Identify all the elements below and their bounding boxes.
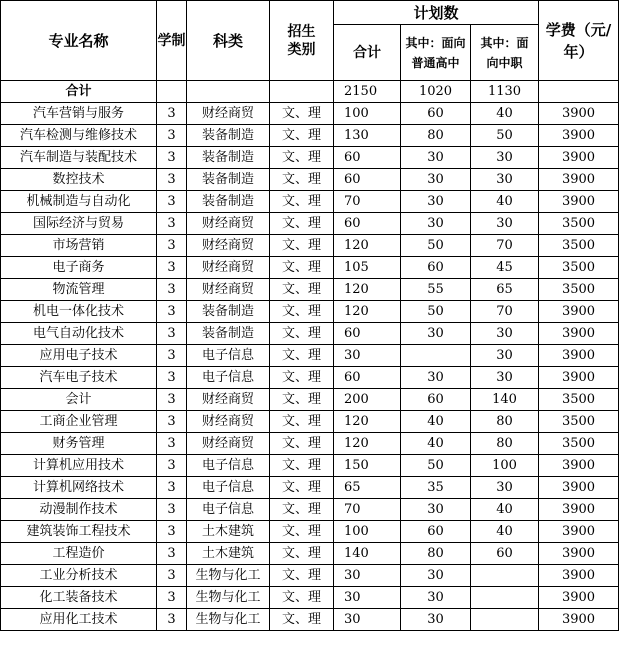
- table-row: [1, 565, 619, 587]
- years-cell: 3: [157, 455, 187, 477]
- table-row: [1, 389, 619, 411]
- total-category: [187, 81, 270, 103]
- plan-voc-cell: 30: [471, 213, 539, 235]
- plan-voc-cell: 30: [471, 367, 539, 389]
- fee-cell: 3500: [539, 257, 619, 279]
- years-cell: 3: [157, 609, 187, 631]
- plan-total-cell: 60: [334, 147, 401, 169]
- major-name-cell: 工商企业管理: [1, 411, 157, 433]
- total-voc: 1130: [471, 81, 539, 103]
- major-name-cell: 动漫制作技术: [1, 499, 157, 521]
- major-name-cell: 机械制造与自动化: [1, 191, 157, 213]
- header-plan-total: 合计: [334, 25, 401, 81]
- plan-high-cell: 35: [401, 477, 471, 499]
- fee-cell: 3900: [539, 455, 619, 477]
- plan-high-cell: 60: [401, 521, 471, 543]
- years-cell: 3: [157, 279, 187, 301]
- plan-high-cell: [401, 345, 471, 367]
- major-name-cell: 电子商务: [1, 257, 157, 279]
- category-cell: 电子信息: [187, 477, 270, 499]
- plan-total-cell: 120: [334, 279, 401, 301]
- fee-cell: 3500: [539, 411, 619, 433]
- table-row: [1, 169, 619, 191]
- plan-voc-cell: 50: [471, 125, 539, 147]
- header-enroll-type: 招生类别: [270, 1, 334, 81]
- plan-high-cell: 40: [401, 411, 471, 433]
- category-cell: 财经商贸: [187, 235, 270, 257]
- plan-voc-cell: 30: [471, 323, 539, 345]
- table-row: [1, 433, 619, 455]
- plan-high-cell: 30: [401, 565, 471, 587]
- enroll-type-cell: 文、理: [270, 213, 334, 235]
- enroll-type-cell: 文、理: [270, 411, 334, 433]
- total-high: 1020: [401, 81, 471, 103]
- header-major: 专业名称: [1, 1, 157, 81]
- total-row: [1, 81, 619, 103]
- years-cell: 3: [157, 499, 187, 521]
- enroll-type-cell: 文、理: [270, 609, 334, 631]
- plan-voc-cell: 40: [471, 521, 539, 543]
- header-fee: 学费（元/年）: [539, 1, 619, 81]
- major-name-cell: 汽车营销与服务: [1, 103, 157, 125]
- category-cell: 财经商贸: [187, 433, 270, 455]
- table-row: [1, 477, 619, 499]
- plan-voc-cell: [471, 565, 539, 587]
- major-name-cell: 机电一体化技术: [1, 301, 157, 323]
- enroll-type-cell: 文、理: [270, 433, 334, 455]
- fee-cell: 3900: [539, 345, 619, 367]
- table-row: [1, 499, 619, 521]
- major-name-cell: 工程造价: [1, 543, 157, 565]
- plan-voc-cell: 70: [471, 235, 539, 257]
- years-cell: 3: [157, 213, 187, 235]
- category-cell: 装备制造: [187, 301, 270, 323]
- category-cell: 财经商贸: [187, 389, 270, 411]
- plan-voc-cell: 40: [471, 499, 539, 521]
- table-row: [1, 235, 619, 257]
- plan-high-cell: 30: [401, 213, 471, 235]
- category-cell: 装备制造: [187, 191, 270, 213]
- years-cell: 3: [157, 235, 187, 257]
- years-cell: 3: [157, 477, 187, 499]
- plan-total-cell: 150: [334, 455, 401, 477]
- plan-high-cell: 30: [401, 169, 471, 191]
- plan-voc-cell: 70: [471, 301, 539, 323]
- enroll-type-cell: 文、理: [270, 455, 334, 477]
- plan-high-cell: 30: [401, 323, 471, 345]
- table-row: [1, 543, 619, 565]
- plan-voc-cell: 30: [471, 147, 539, 169]
- enroll-type-cell: 文、理: [270, 477, 334, 499]
- table-row: [1, 609, 619, 631]
- plan-total-cell: 70: [334, 191, 401, 213]
- plan-voc-cell: 140: [471, 389, 539, 411]
- category-cell: 生物与化工: [187, 565, 270, 587]
- years-cell: 3: [157, 125, 187, 147]
- plan-voc-cell: 100: [471, 455, 539, 477]
- major-name-cell: 化工装备技术: [1, 587, 157, 609]
- table-row: [1, 279, 619, 301]
- years-cell: 3: [157, 411, 187, 433]
- major-name-cell: 物流管理: [1, 279, 157, 301]
- category-cell: 装备制造: [187, 147, 270, 169]
- plan-high-cell: 60: [401, 257, 471, 279]
- table-row: [1, 213, 619, 235]
- enroll-type-cell: 文、理: [270, 103, 334, 125]
- years-cell: 3: [157, 147, 187, 169]
- major-name-cell: 建筑装饰工程技术: [1, 521, 157, 543]
- plan-high-cell: 50: [401, 301, 471, 323]
- category-cell: 财经商贸: [187, 213, 270, 235]
- years-cell: 3: [157, 367, 187, 389]
- enroll-type-cell: 文、理: [270, 587, 334, 609]
- plan-total-cell: 120: [334, 235, 401, 257]
- plan-voc-cell: 40: [471, 103, 539, 125]
- fee-cell: 3900: [539, 103, 619, 125]
- fee-cell: 3900: [539, 125, 619, 147]
- major-name-cell: 国际经济与贸易: [1, 213, 157, 235]
- plan-high-cell: 40: [401, 433, 471, 455]
- plan-voc-cell: [471, 587, 539, 609]
- table-row: [1, 411, 619, 433]
- plan-total-cell: 100: [334, 103, 401, 125]
- enroll-type-cell: 文、理: [270, 301, 334, 323]
- plan-high-cell: 50: [401, 455, 471, 477]
- fee-cell: 3900: [539, 301, 619, 323]
- plan-total-cell: 200: [334, 389, 401, 411]
- header-plan-voc: 其中：面向中职: [471, 25, 539, 81]
- fee-cell: 3900: [539, 147, 619, 169]
- major-name-cell: 汽车检测与维修技术: [1, 125, 157, 147]
- plan-total-cell: 30: [334, 609, 401, 631]
- enroll-type-cell: 文、理: [270, 191, 334, 213]
- plan-total-cell: 120: [334, 411, 401, 433]
- years-cell: 3: [157, 103, 187, 125]
- category-cell: 生物与化工: [187, 609, 270, 631]
- fee-cell: 3900: [539, 367, 619, 389]
- fee-cell: 3500: [539, 279, 619, 301]
- table-row: [1, 345, 619, 367]
- years-cell: 3: [157, 587, 187, 609]
- years-cell: 3: [157, 389, 187, 411]
- plan-high-cell: 30: [401, 587, 471, 609]
- table-row: [1, 367, 619, 389]
- enroll-type-cell: 文、理: [270, 345, 334, 367]
- fee-cell: 3900: [539, 323, 619, 345]
- plan-total-cell: 60: [334, 213, 401, 235]
- header-plan: 计划数: [334, 1, 539, 25]
- fee-cell: 3500: [539, 433, 619, 455]
- enroll-type-cell: 文、理: [270, 169, 334, 191]
- plan-high-cell: 30: [401, 499, 471, 521]
- plan-total-cell: 120: [334, 433, 401, 455]
- plan-total-cell: 60: [334, 323, 401, 345]
- header-years: 学制: [157, 1, 187, 81]
- table-row: [1, 455, 619, 477]
- enroll-type-cell: 文、理: [270, 389, 334, 411]
- plan-high-cell: 55: [401, 279, 471, 301]
- fee-cell: 3900: [539, 609, 619, 631]
- fee-cell: 3900: [539, 191, 619, 213]
- plan-voc-cell: 40: [471, 191, 539, 213]
- major-name-cell: 财务管理: [1, 433, 157, 455]
- fee-cell: 3500: [539, 213, 619, 235]
- years-cell: 3: [157, 543, 187, 565]
- enroll-type-cell: 文、理: [270, 147, 334, 169]
- plan-voc-cell: 65: [471, 279, 539, 301]
- enroll-type-cell: 文、理: [270, 279, 334, 301]
- years-cell: 3: [157, 301, 187, 323]
- table-row: [1, 147, 619, 169]
- plan-total-cell: 105: [334, 257, 401, 279]
- fee-cell: 3900: [539, 499, 619, 521]
- plan-high-cell: 30: [401, 147, 471, 169]
- major-name-cell: 电气自动化技术: [1, 323, 157, 345]
- years-cell: 3: [157, 323, 187, 345]
- total-years: [157, 81, 187, 103]
- major-name-cell: 汽车制造与装配技术: [1, 147, 157, 169]
- plan-high-cell: 30: [401, 191, 471, 213]
- plan-voc-cell: 30: [471, 169, 539, 191]
- major-name-cell: 数控技术: [1, 169, 157, 191]
- fee-cell: 3900: [539, 521, 619, 543]
- fee-cell: 3900: [539, 565, 619, 587]
- major-name-cell: 会计: [1, 389, 157, 411]
- table-row: [1, 257, 619, 279]
- plan-voc-cell: 60: [471, 543, 539, 565]
- total-label: 合计: [1, 81, 157, 103]
- table-row: [1, 587, 619, 609]
- fee-cell: 3500: [539, 235, 619, 257]
- plan-total-cell: 30: [334, 587, 401, 609]
- plan-voc-cell: 30: [471, 477, 539, 499]
- plan-high-cell: 30: [401, 609, 471, 631]
- fee-cell: 3500: [539, 389, 619, 411]
- plan-total-cell: 70: [334, 499, 401, 521]
- plan-voc-cell: 80: [471, 433, 539, 455]
- category-cell: 电子信息: [187, 367, 270, 389]
- plan-voc-cell: 30: [471, 345, 539, 367]
- plan-high-cell: 60: [401, 389, 471, 411]
- plan-high-cell: 30: [401, 367, 471, 389]
- fee-cell: 3900: [539, 169, 619, 191]
- enroll-type-cell: 文、理: [270, 565, 334, 587]
- category-cell: 土木建筑: [187, 521, 270, 543]
- plan-voc-cell: [471, 609, 539, 631]
- category-cell: 电子信息: [187, 499, 270, 521]
- major-name-cell: 市场营销: [1, 235, 157, 257]
- enroll-type-cell: 文、理: [270, 125, 334, 147]
- plan-total-cell: 60: [334, 169, 401, 191]
- category-cell: 财经商贸: [187, 257, 270, 279]
- total-plan: 2150: [334, 81, 401, 103]
- total-type: [270, 81, 334, 103]
- major-name-cell: 汽车电子技术: [1, 367, 157, 389]
- plan-total-cell: 30: [334, 565, 401, 587]
- enroll-type-cell: 文、理: [270, 235, 334, 257]
- years-cell: 3: [157, 521, 187, 543]
- table-row: [1, 125, 619, 147]
- category-cell: 财经商贸: [187, 411, 270, 433]
- enroll-type-cell: 文、理: [270, 257, 334, 279]
- plan-total-cell: 60: [334, 367, 401, 389]
- plan-high-cell: 60: [401, 103, 471, 125]
- years-cell: 3: [157, 345, 187, 367]
- plan-voc-cell: 45: [471, 257, 539, 279]
- enroll-type-cell: 文、理: [270, 543, 334, 565]
- plan-total-cell: 140: [334, 543, 401, 565]
- category-cell: 财经商贸: [187, 279, 270, 301]
- enroll-type-cell: 文、理: [270, 521, 334, 543]
- table-row: [1, 191, 619, 213]
- table-row: [1, 323, 619, 345]
- fee-cell: 3900: [539, 477, 619, 499]
- plan-total-cell: 130: [334, 125, 401, 147]
- major-name-cell: 应用化工技术: [1, 609, 157, 631]
- header-category: 科类: [187, 1, 270, 81]
- years-cell: 3: [157, 191, 187, 213]
- enroll-type-cell: 文、理: [270, 323, 334, 345]
- category-cell: 电子信息: [187, 345, 270, 367]
- plan-high-cell: 50: [401, 235, 471, 257]
- years-cell: 3: [157, 257, 187, 279]
- fee-cell: 3900: [539, 587, 619, 609]
- category-cell: 土木建筑: [187, 543, 270, 565]
- plan-total-cell: 65: [334, 477, 401, 499]
- category-cell: 装备制造: [187, 125, 270, 147]
- table-row: [1, 103, 619, 125]
- fee-cell: 3900: [539, 543, 619, 565]
- major-name-cell: 应用电子技术: [1, 345, 157, 367]
- plan-total-cell: 30: [334, 345, 401, 367]
- category-cell: 电子信息: [187, 455, 270, 477]
- category-cell: 财经商贸: [187, 103, 270, 125]
- table-row: [1, 301, 619, 323]
- major-name-cell: 计算机应用技术: [1, 455, 157, 477]
- plan-voc-cell: 80: [471, 411, 539, 433]
- category-cell: 生物与化工: [187, 587, 270, 609]
- enroll-type-cell: 文、理: [270, 499, 334, 521]
- enroll-type-cell: 文、理: [270, 367, 334, 389]
- total-fee: [539, 81, 619, 103]
- plan-total-cell: 100: [334, 521, 401, 543]
- plan-high-cell: 80: [401, 125, 471, 147]
- header-plan-high: 其中：面向普通高中: [401, 25, 471, 81]
- years-cell: 3: [157, 433, 187, 455]
- category-cell: 装备制造: [187, 323, 270, 345]
- major-name-cell: 计算机网络技术: [1, 477, 157, 499]
- years-cell: 3: [157, 565, 187, 587]
- table-row: [1, 521, 619, 543]
- years-cell: 3: [157, 169, 187, 191]
- plan-total-cell: 120: [334, 301, 401, 323]
- plan-high-cell: 80: [401, 543, 471, 565]
- category-cell: 装备制造: [187, 169, 270, 191]
- major-name-cell: 工业分析技术: [1, 565, 157, 587]
